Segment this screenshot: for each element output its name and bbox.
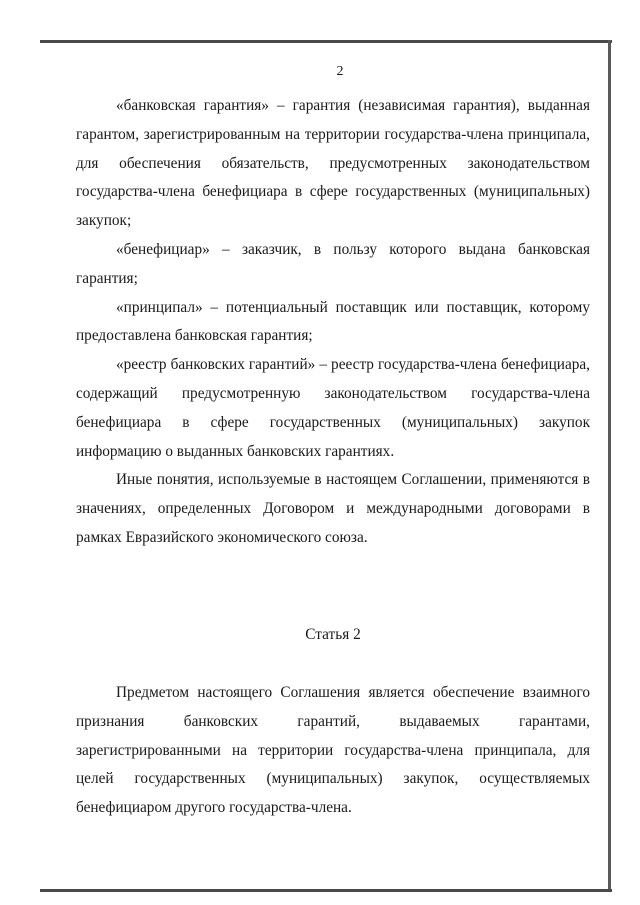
definition-beneficiary: «бенефициар» – заказчик, в пользу которого выдана банковская гарантия; [76,240,590,287]
scan-border-right [608,40,611,892]
other-terms-paragraph: Иные понятия, используемые в настоящем Соглашении, применяются в значениях, определенных Договором и международными договорами в рамках Евразийского экономического союза. [76,471,590,546]
definition-bank-guarantee: «банковская гарантия» – гарантия (независимая гарантия), выданная гарантом, зарегистрированным на территории государства-члена принципала, для обеспечения обязательств, предусмотренных законодательством государства-члена бенефициара в сфере государственных (муниципальных) закупок; [76,97,590,230]
article-2-heading: Статья 2 [305,626,361,643]
article-2-body: Предметом настоящего Соглашения является обеспечение взаимного признания банковских гарантий, выдаваемых гарантами, зарегистрированными на территории государства-члена принципала, для целей государственных (муниципальных) закупок, осуществляемых бенефициаром другого государства-члена. [76,684,590,817]
definition-principal: «принципал» – потенциальный поставщик или поставщик, которому предоставлена банковская гарантия; [76,298,590,345]
article-2-section [76,679,590,823]
definitions-section [76,92,590,553]
scan-border-top [40,40,612,43]
definition-guarantee-registry: «реестр банковских гарантий» – реестр государства-члена бенефициара, содержащий предусмотренную законодательством государства-члена бенефициара в сфере государственных (муниципальных) закупок информацию о выданных банковских гарантиях. [76,356,590,460]
page-number: 2 [336,64,344,79]
scan-border-bottom [40,889,612,892]
